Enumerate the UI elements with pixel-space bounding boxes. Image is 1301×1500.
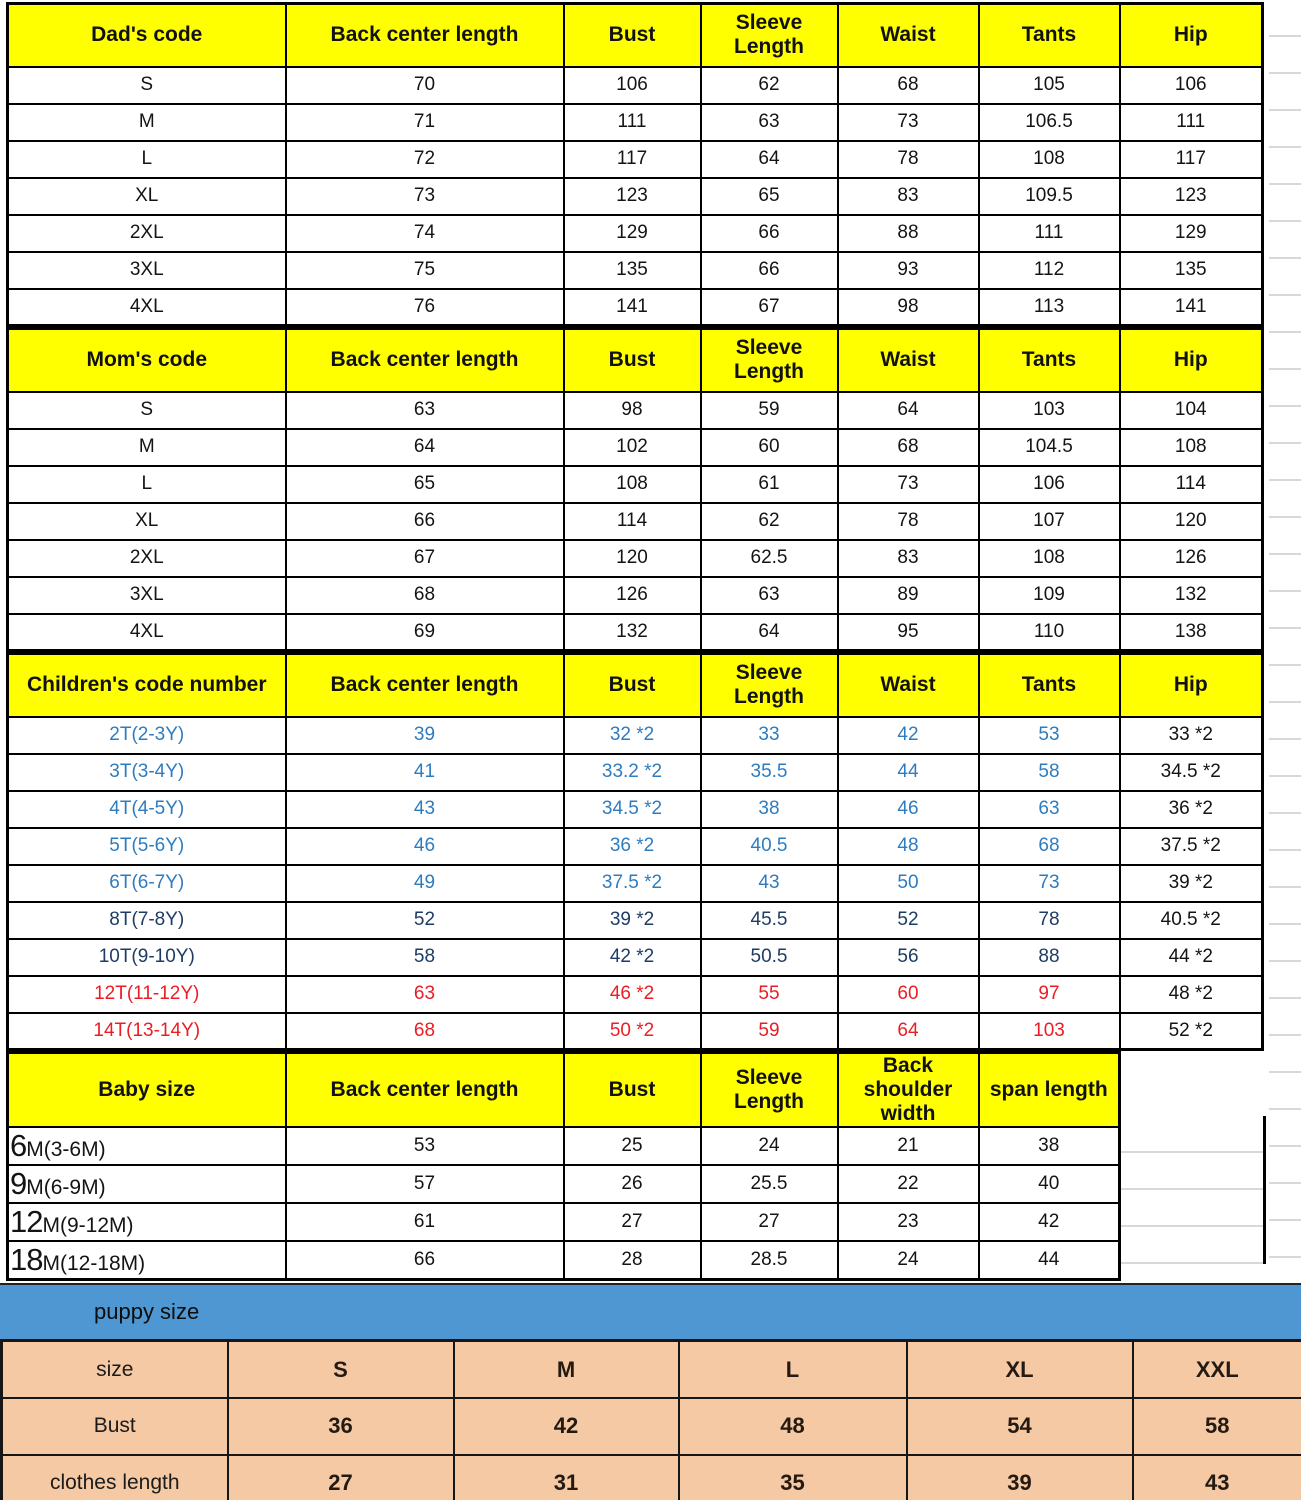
children-cell: 50 — [838, 865, 979, 902]
dad-row — [8, 104, 1263, 141]
children-cell: 55 — [701, 976, 838, 1013]
children-cell: 33 — [701, 717, 838, 754]
mom-cell: 62 — [701, 503, 838, 540]
puppy-row-label: clothes length — [2, 1455, 228, 1500]
dad-cell: 64 — [701, 141, 838, 178]
baby-cell: 12M(9-12M) — [8, 1203, 286, 1241]
mom-cell: 114 — [1120, 466, 1263, 503]
dad-cell: 2XL — [8, 215, 286, 252]
mom-row — [8, 503, 1263, 540]
children-cell: 42 *2 — [564, 939, 701, 976]
children-cell: 36 *2 — [1120, 791, 1263, 828]
dad-cell: 3XL — [8, 252, 286, 289]
children-header-row — [8, 654, 1263, 717]
mom-cell: 110 — [979, 614, 1120, 651]
children-cell: 50 *2 — [564, 1013, 701, 1050]
mom-cell: 73 — [838, 466, 979, 503]
dad-cell: 109.5 — [979, 178, 1120, 215]
mom-cell: 66 — [286, 503, 564, 540]
children-cell: 97 — [979, 976, 1120, 1013]
children-cell: 64 — [838, 1013, 979, 1050]
dad-cell: S — [8, 67, 286, 104]
mom-cell: 2XL — [8, 540, 286, 577]
baby-cell: 18M(12-18M) — [8, 1241, 286, 1280]
dad-cell: 112 — [979, 252, 1120, 289]
baby-size-table — [6, 1051, 1121, 1281]
children-size-table — [6, 652, 1264, 1051]
dad-row — [8, 141, 1263, 178]
dad-column-header: Sleeve Length — [701, 4, 838, 67]
mom-cell: 126 — [564, 577, 701, 614]
mom-cell: 64 — [701, 614, 838, 651]
dad-cell: 67 — [701, 289, 838, 326]
puppy-cell: XL — [907, 1341, 1133, 1398]
children-cell: 32 *2 — [564, 717, 701, 754]
children-cell: 43 — [286, 791, 564, 828]
children-cell: 63 — [979, 791, 1120, 828]
children-cell: 52 *2 — [1120, 1013, 1263, 1050]
mom-cell: S — [8, 392, 286, 429]
mom-cell: 106 — [979, 466, 1120, 503]
puppy-size-table — [0, 1339, 1301, 1500]
baby-cell: 66 — [286, 1241, 564, 1280]
children-cell: 49 — [286, 865, 564, 902]
size-tables-container — [6, 0, 1301, 1281]
dad-cell: M — [8, 104, 286, 141]
dad-row — [8, 289, 1263, 326]
puppy-row-label: Bust — [2, 1398, 228, 1455]
baby-cell: 27 — [564, 1203, 701, 1241]
baby-cell: 26 — [564, 1165, 701, 1203]
children-cell: 35.5 — [701, 754, 838, 791]
puppy-cell: 58 — [1133, 1398, 1301, 1455]
mom-cell: 89 — [838, 577, 979, 614]
mom-cell: 3XL — [8, 577, 286, 614]
baby-cell: 22 — [838, 1165, 979, 1203]
puppy-cell: 39 — [907, 1455, 1133, 1500]
children-cell: 53 — [979, 717, 1120, 754]
dad-cell: 83 — [838, 178, 979, 215]
mom-cell: 98 — [564, 392, 701, 429]
dad-cell: 75 — [286, 252, 564, 289]
children-cell: 2T(2-3Y) — [8, 717, 286, 754]
children-cell: 58 — [286, 939, 564, 976]
dad-cell: 117 — [1120, 141, 1263, 178]
children-cell: 33.2 *2 — [564, 754, 701, 791]
mom-cell: 83 — [838, 540, 979, 577]
baby-row — [8, 1127, 1120, 1165]
dad-cell: 62 — [701, 67, 838, 104]
children-column-header: Hip — [1120, 654, 1263, 717]
mom-cell: 78 — [838, 503, 979, 540]
children-cell: 50.5 — [701, 939, 838, 976]
children-cell: 42 — [838, 717, 979, 754]
mom-cell: 65 — [286, 466, 564, 503]
dad-cell: 78 — [838, 141, 979, 178]
mom-cell: 114 — [564, 503, 701, 540]
baby-cell: 28 — [564, 1241, 701, 1280]
children-cell: 43 — [701, 865, 838, 902]
mom-cell: 104.5 — [979, 429, 1120, 466]
dad-cell: 111 — [979, 215, 1120, 252]
dad-column-header: Bust — [564, 4, 701, 67]
children-row — [8, 939, 1263, 976]
children-cell: 59 — [701, 1013, 838, 1050]
children-cell: 37.5 *2 — [1120, 828, 1263, 865]
mom-cell: 68 — [286, 577, 564, 614]
dad-cell: 117 — [564, 141, 701, 178]
dad-cell: 106.5 — [979, 104, 1120, 141]
baby-cell: 57 — [286, 1165, 564, 1203]
mom-cell: 64 — [838, 392, 979, 429]
children-cell: 12T(11-12Y) — [8, 976, 286, 1013]
children-column-header: Bust — [564, 654, 701, 717]
mom-cell: L — [8, 466, 286, 503]
mom-row — [8, 540, 1263, 577]
dad-column-header: Waist — [838, 4, 979, 67]
children-cell: 40.5 — [701, 828, 838, 865]
dad-cell: 111 — [1120, 104, 1263, 141]
children-row — [8, 717, 1263, 754]
dad-cell: 108 — [979, 141, 1120, 178]
mom-cell: 103 — [979, 392, 1120, 429]
puppy-cell: XXL — [1133, 1341, 1301, 1398]
children-cell: 68 — [286, 1013, 564, 1050]
children-row — [8, 828, 1263, 865]
puppy-cell: S — [228, 1341, 454, 1398]
children-cell: 14T(13-14Y) — [8, 1013, 286, 1050]
dad-cell: L — [8, 141, 286, 178]
children-column-header: Back center length — [286, 654, 564, 717]
dad-cell: 73 — [286, 178, 564, 215]
mom-cell: 4XL — [8, 614, 286, 651]
puppy-cell: 35 — [679, 1455, 907, 1500]
puppy-cell: 42 — [454, 1398, 679, 1455]
baby-header-row — [8, 1053, 1120, 1128]
dad-cell: 123 — [1120, 178, 1263, 215]
dad-cell: 106 — [564, 67, 701, 104]
children-cell: 46 — [838, 791, 979, 828]
puppy-cell: L — [679, 1341, 907, 1398]
dad-cell: 93 — [838, 252, 979, 289]
puppy-size-title: puppy size — [94, 1299, 200, 1325]
puppy-size-band — [0, 1283, 1301, 1339]
dad-cell: 66 — [701, 215, 838, 252]
children-cell: 56 — [838, 939, 979, 976]
children-cell: 88 — [979, 939, 1120, 976]
baby-cell: 40 — [979, 1165, 1120, 1203]
dad-column-header: Hip — [1120, 4, 1263, 67]
children-row — [8, 902, 1263, 939]
puppy-cell: M — [454, 1341, 679, 1398]
children-cell: 58 — [979, 754, 1120, 791]
mom-cell: XL — [8, 503, 286, 540]
children-column-header: Children's code number — [8, 654, 286, 717]
dad-cell: XL — [8, 178, 286, 215]
dad-row — [8, 67, 1263, 104]
baby-column-header: Baby size — [8, 1053, 286, 1128]
mom-cell: 60 — [701, 429, 838, 466]
mom-cell: 108 — [564, 466, 701, 503]
mom-cell: 126 — [1120, 540, 1263, 577]
mom-cell: M — [8, 429, 286, 466]
mom-header-row — [8, 329, 1263, 392]
puppy-cell: 27 — [228, 1455, 454, 1500]
children-column-header: Waist — [838, 654, 979, 717]
mom-cell: 62.5 — [701, 540, 838, 577]
mom-column-header: Back center length — [286, 329, 564, 392]
children-cell: 33 *2 — [1120, 717, 1263, 754]
children-cell: 60 — [838, 976, 979, 1013]
baby-cell: 23 — [838, 1203, 979, 1241]
baby-row — [8, 1241, 1120, 1280]
puppy-row — [2, 1455, 1301, 1500]
baby-cell: 44 — [979, 1241, 1120, 1280]
spreadsheet-gridlines-right — [1269, 0, 1301, 1265]
baby-cell: 6M(3-6M) — [8, 1127, 286, 1165]
children-cell: 38 — [701, 791, 838, 828]
dad-cell: 71 — [286, 104, 564, 141]
mom-cell: 120 — [1120, 503, 1263, 540]
mom-cell: 107 — [979, 503, 1120, 540]
puppy-row — [2, 1341, 1301, 1398]
children-row — [8, 754, 1263, 791]
dad-cell: 141 — [564, 289, 701, 326]
mom-cell: 59 — [701, 392, 838, 429]
children-cell: 3T(3-4Y) — [8, 754, 286, 791]
mom-cell: 63 — [286, 392, 564, 429]
baby-cell: 24 — [701, 1127, 838, 1165]
mom-cell: 69 — [286, 614, 564, 651]
baby-cell: 24 — [838, 1241, 979, 1280]
dad-cell: 98 — [838, 289, 979, 326]
children-cell: 48 — [838, 828, 979, 865]
baby-cell: 25 — [564, 1127, 701, 1165]
baby-cell: 53 — [286, 1127, 564, 1165]
baby-column-header: Back shoulder width — [838, 1053, 979, 1128]
baby-cell: 42 — [979, 1203, 1120, 1241]
children-cell: 5T(5-6Y) — [8, 828, 286, 865]
children-cell: 46 — [286, 828, 564, 865]
mom-row — [8, 429, 1263, 466]
mom-cell: 64 — [286, 429, 564, 466]
dad-cell: 105 — [979, 67, 1120, 104]
dad-cell: 76 — [286, 289, 564, 326]
children-cell: 103 — [979, 1013, 1120, 1050]
baby-cell: 27 — [701, 1203, 838, 1241]
children-column-header: Sleeve Length — [701, 654, 838, 717]
puppy-cell: 54 — [907, 1398, 1133, 1455]
dad-cell: 70 — [286, 67, 564, 104]
dad-cell: 63 — [701, 104, 838, 141]
children-cell: 39 *2 — [564, 902, 701, 939]
dad-row — [8, 178, 1263, 215]
children-cell: 44 — [838, 754, 979, 791]
children-row — [8, 865, 1263, 902]
baby-column-header: Sleeve Length — [701, 1053, 838, 1128]
dad-cell: 68 — [838, 67, 979, 104]
children-cell: 68 — [979, 828, 1120, 865]
mom-cell: 108 — [979, 540, 1120, 577]
dad-cell: 135 — [1120, 252, 1263, 289]
children-cell: 73 — [979, 865, 1120, 902]
children-cell: 8T(7-8Y) — [8, 902, 286, 939]
baby-cell: 38 — [979, 1127, 1120, 1165]
children-row — [8, 976, 1263, 1013]
mom-row — [8, 466, 1263, 503]
dad-cell: 65 — [701, 178, 838, 215]
mom-cell: 132 — [564, 614, 701, 651]
children-cell: 10T(9-10Y) — [8, 939, 286, 976]
children-cell: 39 — [286, 717, 564, 754]
baby-cell: 21 — [838, 1127, 979, 1165]
spreadsheet-gridlines-baby-gap — [1121, 1116, 1266, 1264]
children-cell: 52 — [838, 902, 979, 939]
baby-row — [8, 1203, 1120, 1241]
dad-row — [8, 252, 1263, 289]
puppy-cell: 48 — [679, 1398, 907, 1455]
mom-column-header: Sleeve Length — [701, 329, 838, 392]
dad-cell: 135 — [564, 252, 701, 289]
puppy-row-label: size — [2, 1341, 228, 1398]
children-cell: 52 — [286, 902, 564, 939]
dad-cell: 4XL — [8, 289, 286, 326]
children-cell: 40.5 *2 — [1120, 902, 1263, 939]
dad-cell: 73 — [838, 104, 979, 141]
children-cell: 39 *2 — [1120, 865, 1263, 902]
mom-column-header: Bust — [564, 329, 701, 392]
children-row — [8, 1013, 1263, 1050]
dad-cell: 113 — [979, 289, 1120, 326]
mom-cell: 120 — [564, 540, 701, 577]
children-row — [8, 791, 1263, 828]
mom-cell: 95 — [838, 614, 979, 651]
mom-row — [8, 392, 1263, 429]
dad-size-table — [6, 2, 1264, 327]
dad-cell: 74 — [286, 215, 564, 252]
mom-column-header: Hip — [1120, 329, 1263, 392]
baby-cell: 9M(6-9M) — [8, 1165, 286, 1203]
children-cell: 48 *2 — [1120, 976, 1263, 1013]
mom-column-header: Tants — [979, 329, 1120, 392]
mom-cell: 61 — [701, 466, 838, 503]
mom-column-header: Waist — [838, 329, 979, 392]
dad-cell: 141 — [1120, 289, 1263, 326]
baby-cell: 28.5 — [701, 1241, 838, 1280]
dad-header-row — [8, 4, 1263, 67]
mom-cell: 68 — [838, 429, 979, 466]
dad-cell: 111 — [564, 104, 701, 141]
mom-cell: 138 — [1120, 614, 1263, 651]
mom-cell: 104 — [1120, 392, 1263, 429]
mom-cell: 67 — [286, 540, 564, 577]
children-cell: 6T(6-7Y) — [8, 865, 286, 902]
children-cell: 44 *2 — [1120, 939, 1263, 976]
dad-cell: 106 — [1120, 67, 1263, 104]
dad-cell: 129 — [1120, 215, 1263, 252]
mom-row — [8, 577, 1263, 614]
puppy-cell: 31 — [454, 1455, 679, 1500]
puppy-cell: 43 — [1133, 1455, 1301, 1500]
mom-column-header: Mom's code — [8, 329, 286, 392]
dad-cell: 129 — [564, 215, 701, 252]
children-cell: 41 — [286, 754, 564, 791]
dad-cell: 88 — [838, 215, 979, 252]
mom-cell: 109 — [979, 577, 1120, 614]
baby-cell: 25.5 — [701, 1165, 838, 1203]
children-cell: 4T(4-5Y) — [8, 791, 286, 828]
children-cell: 45.5 — [701, 902, 838, 939]
children-cell: 34.5 *2 — [564, 791, 701, 828]
dad-cell: 72 — [286, 141, 564, 178]
children-column-header: Tants — [979, 654, 1120, 717]
dad-row — [8, 215, 1263, 252]
baby-column-header: Back center length — [286, 1053, 564, 1128]
mom-cell: 108 — [1120, 429, 1263, 466]
dad-column-header: Dad's code — [8, 4, 286, 67]
mom-size-table — [6, 327, 1264, 652]
baby-column-header: Bust — [564, 1053, 701, 1128]
puppy-cell: 36 — [228, 1398, 454, 1455]
dad-cell: 66 — [701, 252, 838, 289]
puppy-row — [2, 1398, 1301, 1455]
baby-column-header: span length — [979, 1053, 1120, 1128]
mom-row — [8, 614, 1263, 651]
baby-row — [8, 1165, 1120, 1203]
mom-cell: 132 — [1120, 577, 1263, 614]
mom-cell: 102 — [564, 429, 701, 466]
children-cell: 46 *2 — [564, 976, 701, 1013]
dad-column-header: Tants — [979, 4, 1120, 67]
mom-cell: 63 — [701, 577, 838, 614]
dad-column-header: Back center length — [286, 4, 564, 67]
dad-cell: 123 — [564, 178, 701, 215]
baby-cell: 61 — [286, 1203, 564, 1241]
children-cell: 36 *2 — [564, 828, 701, 865]
children-cell: 78 — [979, 902, 1120, 939]
children-cell: 63 — [286, 976, 564, 1013]
children-cell: 34.5 *2 — [1120, 754, 1263, 791]
children-cell: 37.5 *2 — [564, 865, 701, 902]
